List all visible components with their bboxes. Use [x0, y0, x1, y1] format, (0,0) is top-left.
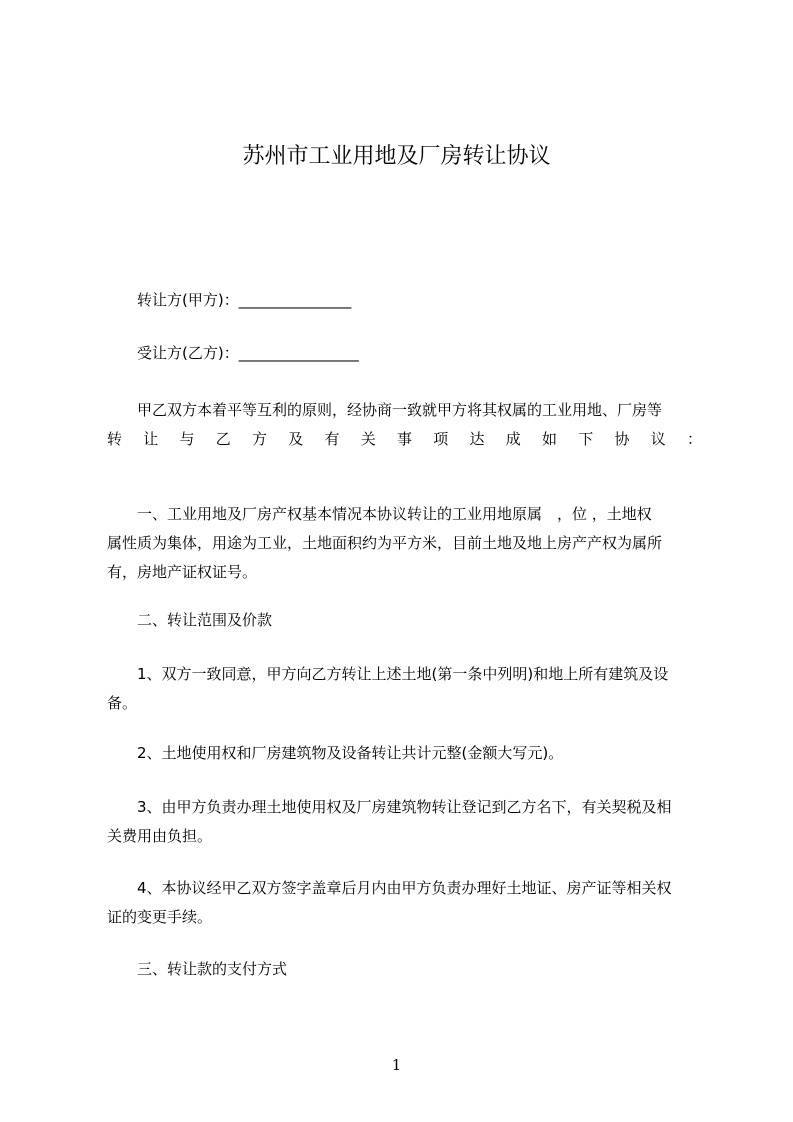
section2-item1-line-1: 1、双方一致同意，甲方向乙方转让上述土地(第一条中列明)和地上所有建筑及设 — [137, 665, 669, 683]
section1-line-3: 有，房地产证权证号。 — [107, 563, 258, 581]
transferee-line: 受让方(乙方)：________________ — [137, 344, 359, 362]
section2-item1-line-2: 备。 — [107, 694, 138, 712]
document-title: 苏州市工业用地及厂房转让协议 — [242, 144, 551, 169]
section2-item2: 2、土地使用权和厂房建筑物及设备转让共计元整(金额大写元)。 — [137, 744, 564, 762]
preamble-line-1: 甲乙双方本着平等互利的原则，经协商一致就甲方将其权属的工业用地、厂房等 — [137, 401, 663, 419]
preamble-line-2: 转让与乙方及有关事项达成如下协议： — [107, 430, 702, 448]
section2-item4-line-1: 4、本协议经甲乙双方签字盖章后月内由甲方负责办理好土地证、房产证等相关权 — [137, 879, 672, 897]
page-number: 1 — [391, 1056, 402, 1074]
section2-heading: 二、转让范围及价款 — [137, 611, 273, 629]
section1-line-1: 一、工业用地及厂房产权基本情况本协议转让的工业用地原属 ，位 ，土地权 — [137, 505, 652, 523]
section2-item3-line-2: 关费用由负担。 — [107, 827, 213, 845]
transferor-line: 转让方(甲方)：_______________ — [137, 291, 352, 309]
section1-line-2: 属性质为集体，用途为工业，土地面积约为平方米，目前土地及地上房产产权为属所 — [107, 534, 663, 552]
section3-heading: 三、转让款的支付方式 — [137, 960, 288, 978]
section2-item3-line-1: 3、由甲方负责办理土地使用权及厂房建筑物转让登记到乙方名下，有关契税及相 — [137, 798, 672, 816]
section2-item4-line-2: 证的变更手续。 — [107, 908, 213, 926]
